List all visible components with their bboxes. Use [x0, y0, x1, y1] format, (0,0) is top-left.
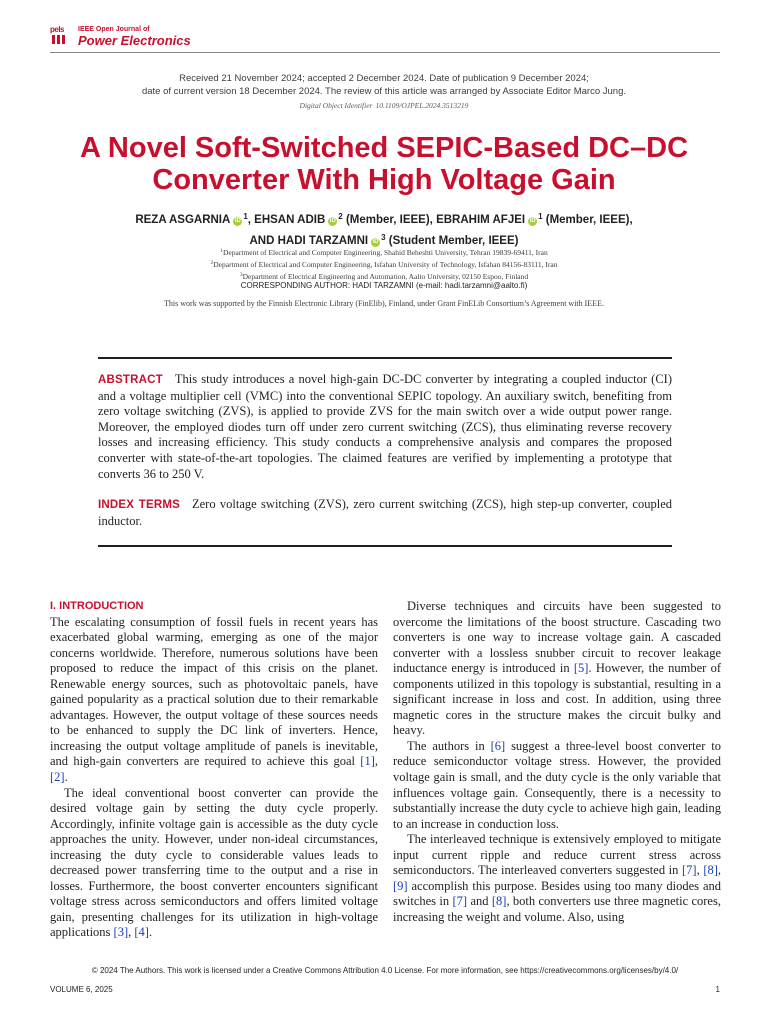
- received-dates: [60, 72, 708, 98]
- author-list: [40, 208, 728, 250]
- abstract-label: ABSTRACT: [98, 374, 163, 386]
- abstract: [98, 372, 672, 482]
- received-line-1: Received 21 November 2024; accepted 2 December 2024. Date of publication 9 December 2024;: [179, 73, 589, 84]
- orcid-icon[interactable]: iD: [529, 218, 536, 224]
- paragraph: The interleaved technique is extensively employed to mitigate input current ripple and reduce current stress across semiconductors. The interleaved converters suggested in [7], [8], [9] accomplish this purpose. Besides using too many diodes and switches in [7] and [8], both converters use three magnetic cores, increasing the weight and volume. Also, using: [393, 832, 722, 924]
- title-line-2: Converter With High Voltage Gain: [152, 164, 616, 196]
- orcid-icon[interactable]: iD: [329, 218, 336, 224]
- logo-text: pels: [50, 25, 65, 34]
- journal-kicker: IEEE Open Journal of: [78, 26, 150, 33]
- author-name: EHSAN ADIB: [254, 214, 326, 226]
- author-affiliation-number: 3: [381, 233, 386, 242]
- doi-value: 10.1109/OJPEL.2024.3513219: [375, 101, 469, 110]
- journal-title: Power Electronics: [78, 33, 191, 48]
- citation-link[interactable]: [4]: [134, 925, 149, 940]
- journal-header: [50, 24, 720, 52]
- paragraph: The authors in [6] suggest a three-level boost converter to reduce semiconductor voltage stress. However, the provided voltage gain is small, and the duty cycle is the only variable that influences voltage gain. Consequently, there is a necessity to substantially increase the duty cycle to achieve high gain, leading to an increase in conduction loss.: [393, 738, 721, 831]
- section-heading: I. INTRODUCTION: [50, 600, 144, 612]
- author-affiliation-number: 1: [243, 212, 248, 221]
- author-affiliation-number: 1: [538, 212, 543, 221]
- author-membership: (Member, IEEE): [545, 214, 630, 226]
- volume-label: VOLUME 6, 2025: [50, 985, 113, 994]
- abstract-top-rule: [98, 357, 672, 359]
- affiliation: $^3$Department of Electrical Engineering and Automation, Aalto University, 02150 Espoo, Finland: [239, 272, 529, 281]
- doi-label: Digital Object Identifier: [299, 101, 373, 110]
- doi-line: [60, 101, 708, 110]
- citation-link[interactable]: [3]: [113, 925, 129, 940]
- citation-link[interactable]: [8]: [491, 894, 507, 909]
- received-line-2: date of current version 18 December 2024. The review of this article was arranged by Associate Editor Marco Jung.: [141, 86, 627, 97]
- license-note: © 2024 The Authors. This work is licensed under a Creative Commons Attribution 4.0 License. For more information, see https://creativecommons.org/licenses/by/4.0/: [91, 966, 679, 975]
- header-divider: [50, 52, 720, 53]
- body-column-left: [50, 599, 378, 941]
- author-membership: (Student Member, IEEE): [388, 235, 519, 247]
- index-terms-text: Zero voltage switching (ZVS), zero current switching (ZCS), high step-up converter, coupled inductor.: [98, 497, 672, 528]
- journal-name: [78, 25, 191, 48]
- paragraph: The escalating consumption of fossil fuels in recent years has exacerbated global warming, emerging as one of the major concerns worldwide. Therefore, numerous solutions have been proposed to reduce the impact of this crisis on the planet. Renewable energy sources, such as photovoltaic panels, have gained popularity as a practical solution due to their remarkable advantages. However, the output voltage of these sources needs to be enhanced to supply the DC link of inverters. Hence, increasing the output voltage amplitude of panels is inevitable, and high-gain converters are required to achieve this goal [1], [2].: [50, 614, 378, 785]
- author-membership: (Member, IEEE): [345, 214, 430, 226]
- citation-link[interactable]: [8]: [703, 863, 718, 878]
- author-affiliation-number: 2: [338, 212, 343, 221]
- affiliations: [60, 246, 708, 282]
- page-number: 1: [715, 985, 720, 994]
- orcid-icon[interactable]: iD: [372, 239, 379, 245]
- citation-link[interactable]: [7]: [682, 863, 697, 878]
- title-line-1: A Novel Soft-Switched SEPIC-Based DC–DC: [79, 132, 689, 164]
- author-line-1: REZA ASGARNIA iD $^1$, EHSAN ADIB iD $^2$ (Member, IEEE), EBRAHIM AFJEI iD $^1$ (Member, IEEE),: [135, 212, 633, 226]
- citation-link[interactable]: [7]: [452, 894, 468, 909]
- citation-link[interactable]: [9]: [393, 878, 408, 893]
- paragraph: Diverse techniques and circuits have been suggested to overcome the limitations of the boost structure. Cascading two converters is one way to increase voltage gain. A cascaded converter with a lossless snubber circuit to recover leakage inductance energy is introduced in [5]. However, the number of components utilized in this topology is substantial, resulting in a significant increase in loss and cost. In addition, using three magnetic cores in the structure makes the circuit bulky and heavy.: [393, 599, 721, 738]
- abstract-text: This study introduces a novel high-gain DC-DC converter by integrating a coupled inductor (CI) and a voltage multiplier cell (VMC) into the conventional SEPIC topology. An auxiliary switch, benefiting from zero voltage switching (ZVS), is applied to provide ZVS for the main switch over a wide output power range. Moreover, the employed diodes turn off under zero current switching (ZCS), thus eliminating reverse recovery losses and increasing efficiency. This study conducts a comprehensive analysis and compares the proposed converter with state-of-the-art topologies. The claimed features are verified by implementing a prototype that converts 36 to 250 V.: [98, 372, 672, 481]
- author-name: EBRAHIM AFJEI: [436, 214, 526, 226]
- author-name: AND HADI TARZAMNI: [249, 235, 369, 247]
- citation-link[interactable]: [2]: [50, 770, 65, 785]
- citation-link[interactable]: [6]: [490, 738, 506, 753]
- paragraph: The ideal conventional boost converter can provide the desired voltage gain by setting the duty cycle properly. Accordingly, infinite voltage gain is accessible as the duty cycle approaches the unity. However, under non-ideal circumstances, increasing the duty cycle to considerable values leads to decreased power transferring time to the output and a rise in losses. Furthermore, the boost converter encounters significant voltage stress across semiconductors and offers limited voltage gain, presenting challenges for its utilization in high-voltage applications [3], [4].: [50, 785, 378, 940]
- body-column-right: [393, 599, 721, 925]
- index-terms-label: INDEX TERMS: [98, 499, 180, 511]
- affiliation: $^1$Department of Electrical and Computer Engineering, Shahid Beheshti University, Tehran 19839-69411, Iran: [220, 248, 548, 257]
- abstract-bottom-rule: [98, 545, 672, 547]
- citation-link[interactable]: [5]: [573, 661, 589, 676]
- pels-logo-icon: [50, 26, 72, 48]
- affiliation: $^2$Department of Electrical and Computer Engineering, Isfahan University of Technology, Isfahan 84156-83111, Iran: [210, 260, 558, 269]
- index-terms: [98, 497, 672, 529]
- author-name: REZA ASGARNIA: [135, 214, 231, 226]
- funding-note: This work was supported by the Finnish Electronic Library (FinElib), Finland, under Grant FinELib Consortium’s Agreement with IEEE.: [164, 299, 604, 308]
- paper-title: [40, 132, 728, 196]
- citation-link[interactable]: [1]: [360, 754, 375, 769]
- orcid-icon[interactable]: iD: [234, 218, 241, 224]
- corresponding-author: CORRESPONDING AUTHOR: HADI TARZAMNI (e-mail: hadi.tarzamni@aalto.fi): [240, 281, 528, 290]
- logo-mark: [52, 35, 66, 44]
